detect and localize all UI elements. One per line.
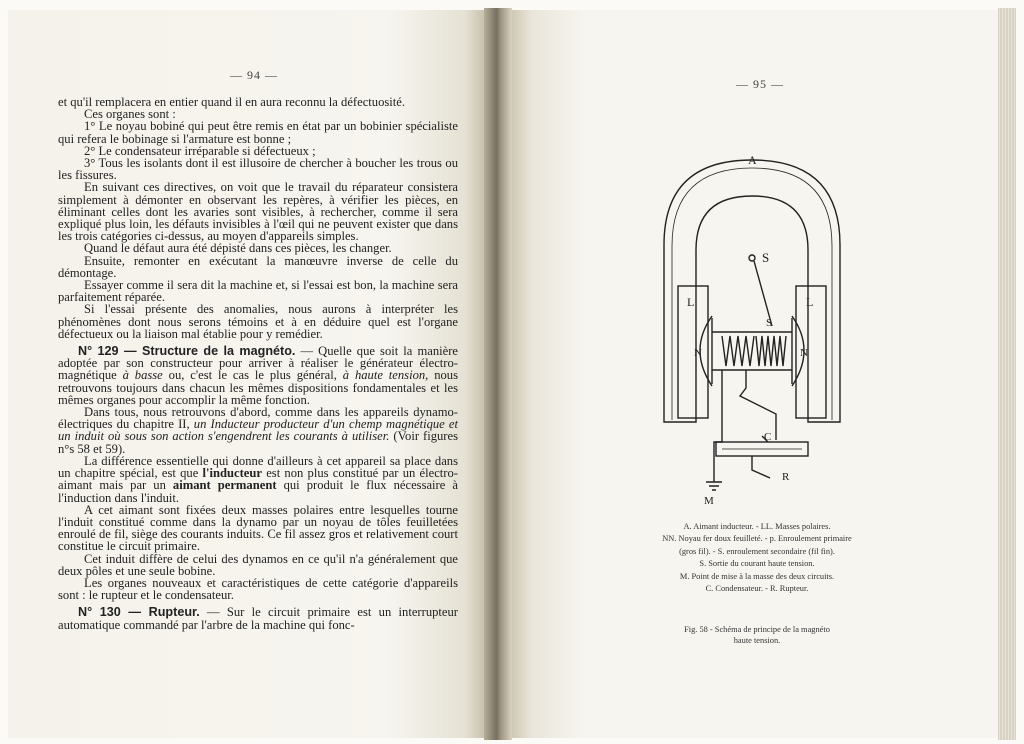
paragraph: 1° Le noyau bobiné qui peut être remis en état par un bobinier spécialiste qui refera le bobinage si l'armature est bonne ; [58,119,458,146]
magneto-schematic [652,150,852,510]
section-130: N° 130 — Rupteur. — Sur le circuit primaire est un interrupteur automatique commandé par l'arbre de la machine qui fonc- [58,605,458,632]
left-page [8,10,484,738]
text-run: (Voir figures n°s 58 et 59). [58,429,458,456]
primary-winding [722,336,754,366]
figure-caption [644,624,870,646]
paragraph: et qu'il remplacera en entier quand il en aura reconnu la défectuosité. [58,95,406,109]
paragraph: Les organes nouveaux et caractéristiques de cette catégorie d'appareils sont : le rupteur et le condensateur. [58,575,458,603]
section-129-number: N° 129 [78,344,119,359]
book-gutter [484,8,512,740]
legend-line: NN. Noyau fer doux feuilleté. - p. Enroulement primaire [662,534,852,544]
output-terminal [749,255,755,261]
label-s-output: S [762,250,770,265]
legend-line: (gros fil). - S. enroulement secondaire (fil fin). [679,546,835,556]
paragraph: Essayer comme il sera dit la machine et, si l'essai est bon, la machine sera parfaitement réparée. [58,278,458,305]
caption-line: Fig. 58 - Schéma de principe de la magnéto [684,625,830,634]
paragraph: En suivant ces directives, on voit que le travail du réparateur consistera simplement à démonter en observant les repères, à vérifier les pièces, en éliminant celles dont les avaries sont visibles, à rechercher, comme il sera expliqué plus loin, les défauts invisibles à l'œil qui ne peuvent exister que dans les trois catégories ci-dessus, au moyen d'appareils simples. [58,180,458,244]
italic-run: à basse [122,368,163,383]
caption-line: haute tension. [733,636,781,645]
paragraph: Si l'essai présente des anomalies, nous aurons à interpréter les phénomènes dont nous serons témoins et à en déduire quel est l'organe défectueux ou la liaison mal établie pour y remédier. [58,302,458,341]
label-m: M [704,495,714,507]
text-run: est non plus constitué par un électro-aimant mais par un [58,466,458,493]
section-130-title: Rupteur. [148,605,200,620]
legend-line: A. Aimant inducteur. - LL. Masses polaires. [683,522,831,531]
section-130-number: N° 130 [78,605,121,620]
rupteur-arm [740,370,776,440]
paragraph: Quand le défaut aura été dépisté dans ces pièces, les changer. [84,241,392,256]
paragraph: 2° Le condensateur irréparable si défectueux ; [84,143,316,158]
paragraph: A cet aimant sont fixées deux masses polaires entre lesquelles tourne l'induit constitué comme dans la dynamo par un noyau de tôles feuilletées enroulé de fil, siège des courants induits. Ce fil assez gros et relativement court constitue le circuit primaire. [58,502,458,554]
label-l-right: L [806,295,814,309]
paragraph-group [58,96,458,340]
page-edges [998,8,1016,740]
legend-line: S. Sortie du courant haute tension. [699,559,815,569]
label-r: R [782,471,790,483]
page-number-left: — 94 — [230,68,278,82]
label-n-right: N [800,347,808,359]
italic-run: à haute tension, [342,368,429,383]
text-run: La différence essentielle qui donne d'ailleurs à cet appareil sa place dans un chapitre spécial, est que [58,453,458,481]
italic-run: un Inducteur producteur d'un chemp magnétique et un induit où sous son action s'engendrent les courants à utiliser. [58,417,458,444]
figure-legend [604,521,910,595]
label-c: C [764,431,772,443]
text-run: ou, c'est le cas le plus général, [162,368,343,383]
page-number-right: — 95 — [736,77,784,91]
text-run: Sur le circuit primaire est un interrupteur automatique commandé par l'arbre de la machine qui fonc- [58,605,458,632]
paragraph: 3° Tous les isolants dont il est illusoire de chercher à boucher les trous ou les fissures. [58,156,458,183]
bold-run: aimant permanent [172,478,277,493]
label-l-left: L [687,295,695,309]
text-run: qui produit le flux nécessaire à l'induction dans l'induit. [58,478,458,505]
paragraph [58,406,458,455]
paragraph [58,455,458,504]
legend-line: C. Condensateur. - R. Rupteur. [705,584,809,594]
section-129-title: Structure de la magnéto. [142,344,296,359]
ground-symbol [706,470,722,490]
left-page-text [58,96,458,631]
text-run: Quelle que soit la manière adoptée par son constructeur pour arriver à réaliser le générateur électro-magnétique [58,344,459,383]
section-129: N° 129 — Structure de la magnéto. — Quelle que soit la manière adoptée par son constructeur pour arriver à réaliser le générateur électro-magnétique à basse ou, c'est le cas le plus général, à haute tension, nous retrouvons toujours dans chacun les mêmes dispositions fondamentales et les mêmes organes pour accomplir la même fonction. [58,344,459,407]
paragraph: Ensuite, remonter en exécutant la manœuvre inverse de celle du démontage. [58,253,458,280]
paragraph: Ces organes sont : [84,107,176,122]
label-a: A [748,153,757,167]
secondary-winding [756,336,786,366]
legend-line: M. Point de mise à la masse des deux circuits. [679,571,835,581]
right-page [512,10,998,738]
label-n-left: N [694,347,702,359]
magnet-outer [664,160,840,422]
text-run: Dans tous, nous retrouvons d'abord, comme dans les appareils dynamo-électriques du chapitre II, [58,405,458,432]
text-run: nous retrouvons toujours dans chacun les mêmes dispositions fondamentales et les mêmes organes pour accomplir la même fonction. [58,368,458,407]
paragraph: Cet induit diffère de celui des dynamos en ce qu'il n'a généralement que deux pôles et une seule bobine. [58,551,458,578]
label-s-secondary: S [766,317,773,329]
bold-run: l'inducteur [202,466,262,481]
